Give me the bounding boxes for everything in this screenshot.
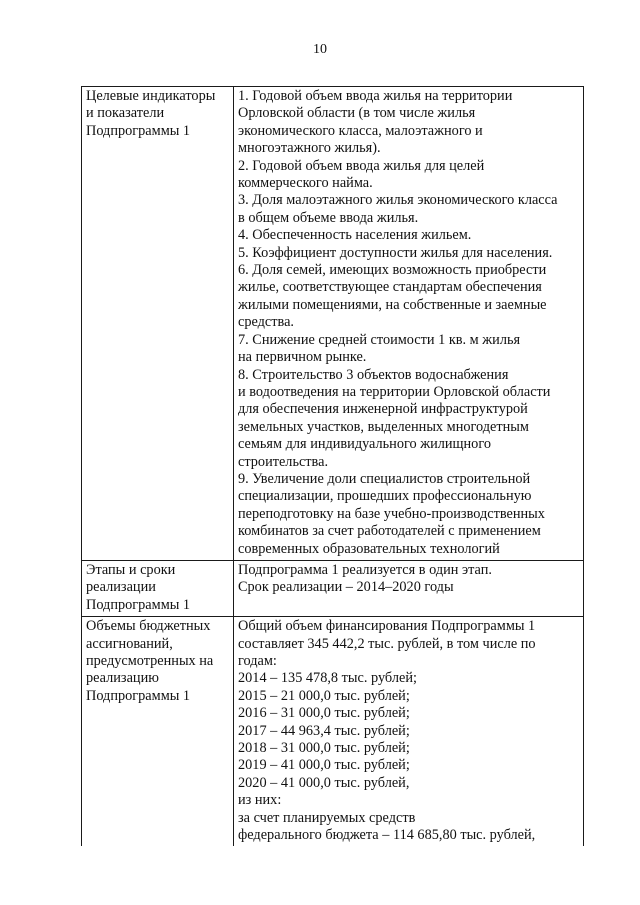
- row-value-line: 2019 – 41 000,0 тыс. рублей;: [238, 757, 410, 774]
- row-value-line: для обеспечения инженерной инфраструктурой: [238, 401, 528, 418]
- row-value-line: 5. Коэффициент доступности жилья для населения.: [238, 244, 553, 261]
- row-value-line: строительства.: [238, 453, 329, 470]
- row-value-line: жилыми помещениями, на собственные и заемные: [238, 296, 547, 313]
- row-label-cell: [82, 87, 234, 561]
- row-value-line: в общем объеме ввода жилья.: [238, 209, 419, 226]
- row-value-line: специализации, прошедших профессиональную: [238, 488, 532, 505]
- row-value-line: переподготовку на базе учебно-производственных: [238, 505, 545, 522]
- row-value-line: 2020 – 41 000,0 тыс. рублей,: [238, 774, 410, 791]
- row-value-line: 6. Доля семей, имеющих возможность приобрести: [238, 262, 547, 279]
- row-value-cell: [234, 560, 584, 616]
- row-value-line: за счет планируемых средств: [238, 809, 416, 826]
- row-label-line: Объемы бюджетных: [86, 618, 211, 635]
- row-value-line: жилье, соответствующее стандартам обеспечения: [238, 279, 542, 296]
- row-label-line: Подпрограммы 1: [86, 687, 191, 704]
- row-value-line: из них:: [238, 792, 282, 809]
- row-value-line: Орловской области (в том числе жилья: [238, 105, 476, 122]
- row-value-line: средства.: [238, 314, 295, 331]
- row-label-cell: [82, 617, 234, 847]
- row-value-line: Срок реализации – 2014–2020 годы: [238, 579, 454, 596]
- row-value-line: 3. Доля малоэтажного жилья экономического класса: [238, 192, 558, 209]
- row-value-line: 1. Годовой объем ввода жилья на территории: [238, 88, 513, 104]
- row-label-line: Подпрограммы 1: [86, 122, 191, 139]
- row-value-line: коммерческого найма.: [238, 175, 373, 192]
- row-value-cell: [234, 617, 584, 847]
- row-value-line: федерального бюджета – 114 685,80 тыс. рублей,: [238, 827, 536, 844]
- row-label-line: ассигнований,: [86, 635, 173, 652]
- row-value-line: 2016 – 31 000,0 тыс. рублей;: [238, 705, 410, 722]
- page-number: 10: [313, 42, 327, 57]
- row-value-line: современных образовательных технологий: [238, 540, 500, 557]
- row-label-line: реализацию: [86, 670, 159, 687]
- row-value-line: 7. Снижение средней стоимости 1 кв. м жилья: [238, 331, 521, 348]
- table-row: [82, 560, 584, 616]
- row-value-line: 2014 – 135 478,8 тыс. рублей;: [238, 670, 417, 687]
- row-value-line: 4. Обеспеченность населения жильем.: [238, 227, 472, 244]
- row-label-line: Целевые индикаторы: [86, 88, 216, 104]
- row-label-line: Подпрограммы 1: [86, 596, 191, 613]
- row-value-line: семьям для индивидуального жилищного: [238, 436, 491, 453]
- row-value-line: составляет 345 442,2 тыс. рублей, в том числе по: [238, 635, 536, 652]
- row-value-line: 8. Строительство 3 объектов водоснабжения: [238, 366, 509, 383]
- row-value-cell: [234, 87, 584, 561]
- row-value-line: комбинатов за счет работодателей с применением: [238, 523, 541, 540]
- row-value-line: многоэтажного жилья).: [238, 140, 381, 157]
- table-row: [82, 617, 584, 847]
- row-value-line: годам:: [238, 653, 277, 669]
- row-value-line: Общий объем финансирования Подпрограммы 1: [238, 618, 536, 635]
- row-value-line: 2015 – 21 000,0 тыс. рублей;: [238, 687, 410, 704]
- row-label-line: реализации: [86, 579, 156, 596]
- row-value-line: экономического класса, малоэтажного и: [238, 122, 483, 139]
- row-label-cell: [82, 560, 234, 616]
- row-value-line: 2. Годовой объем ввода жилья для целей: [238, 157, 485, 174]
- subprogram-passport-table: [81, 86, 584, 846]
- row-label-line: и показатели: [86, 105, 165, 122]
- row-value-line: 2018 – 31 000,0 тыс. рублей;: [238, 740, 410, 757]
- row-label-line: предусмотренных на: [86, 653, 214, 669]
- row-label-line: Этапы и сроки: [86, 561, 176, 578]
- row-value-line: Подпрограмма 1 реализуется в один этап.: [238, 561, 492, 578]
- row-value-line: 2017 – 44 963,4 тыс. рублей;: [238, 722, 410, 739]
- table-row: [82, 87, 584, 561]
- row-value-line: земельных участков, выделенных многодетным: [238, 418, 529, 435]
- row-value-line: и водоотведения на территории Орловской области: [238, 383, 551, 400]
- row-value-line: 9. Увеличение доли специалистов строительной: [238, 470, 531, 487]
- row-value-line: на первичном рынке.: [238, 349, 367, 366]
